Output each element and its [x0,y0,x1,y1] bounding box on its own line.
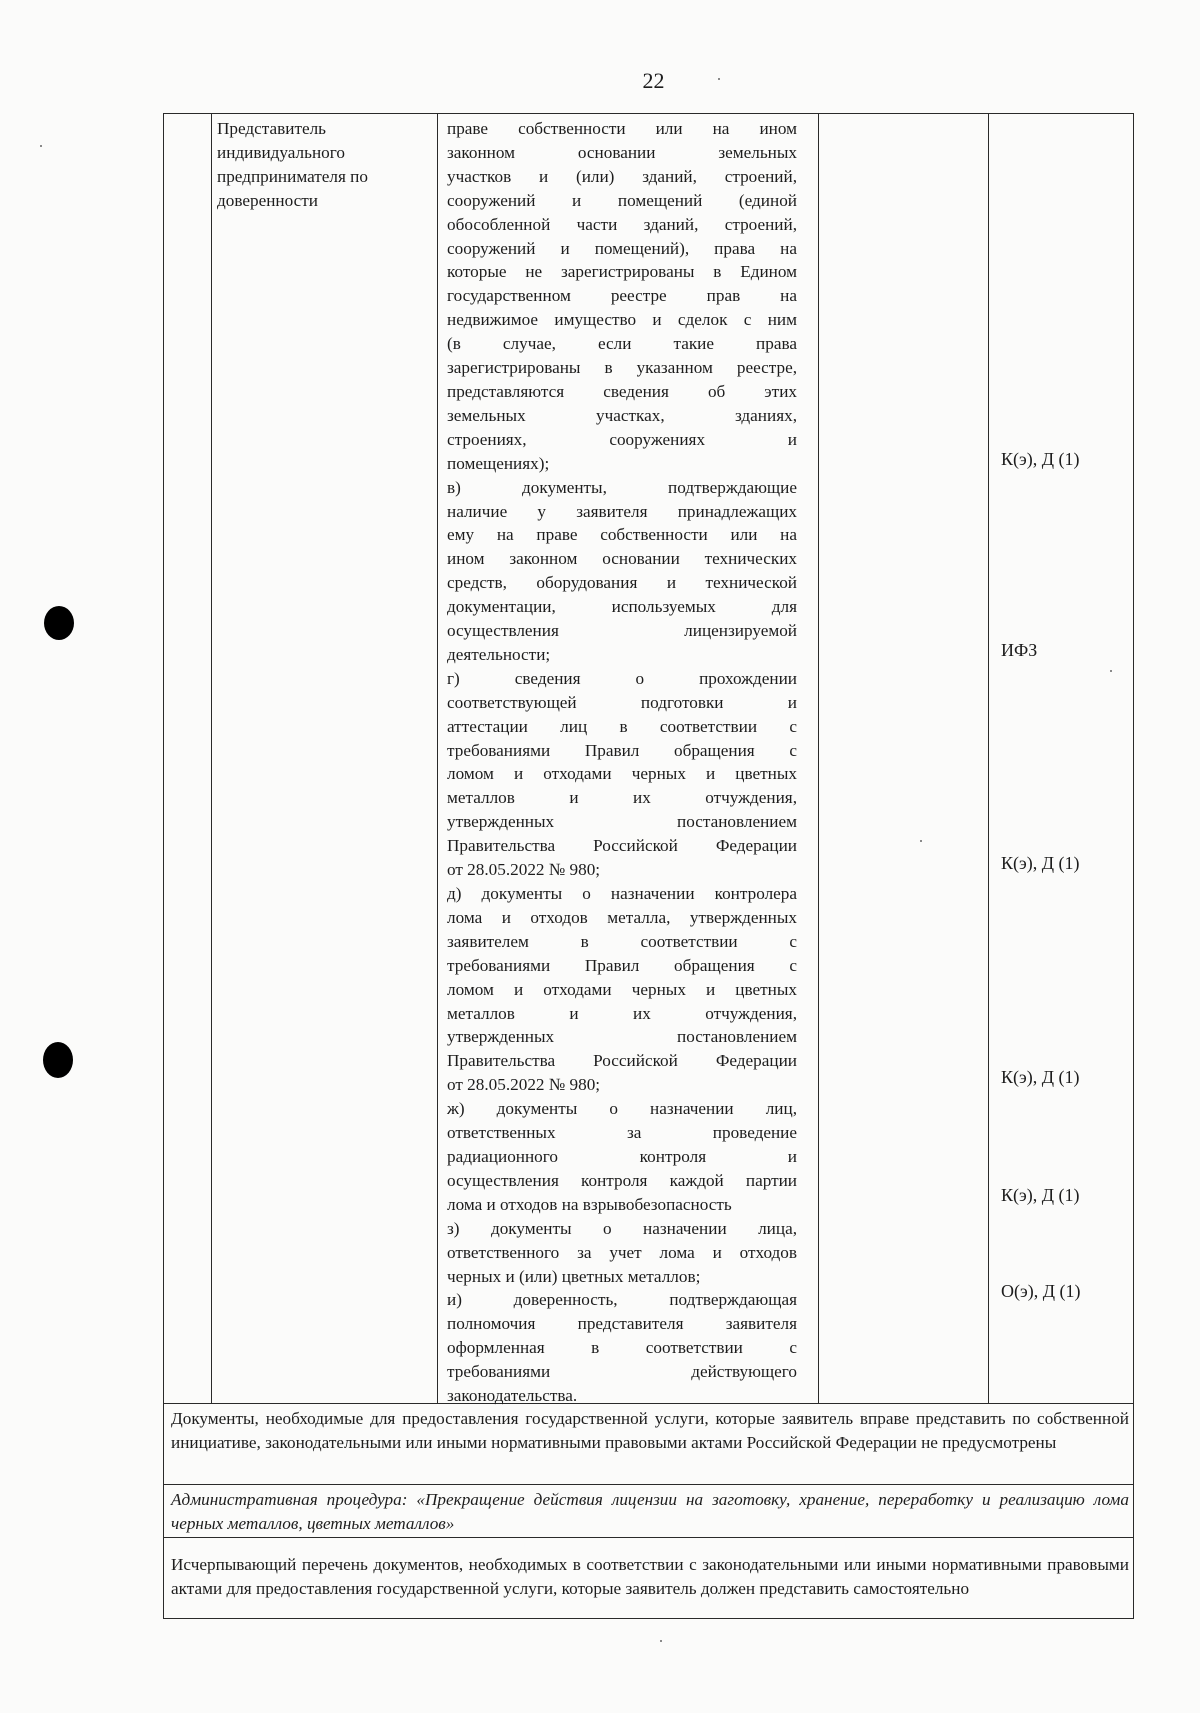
document-line: от 28.05.2022 № 980; [447,860,601,880]
punch-hole-mark [44,606,74,640]
document-code: ИФЗ [1001,640,1038,660]
column-divider [818,113,819,1403]
document-line: земельных участках, зданиях, [447,405,797,425]
scan-speck [660,1640,662,1642]
document-line: осуществления лицензируемой [447,621,797,641]
document-line: документации, используемых для [447,597,797,617]
document-line: (в случае, если такие права [447,334,797,354]
document-line: ж) документы о назначении лиц, [447,1099,797,1119]
document-line: ответственных за проведение [447,1123,797,1143]
document-line: г) сведения о прохождении [447,668,797,688]
document-list-cell [447,117,797,1408]
document-line: наличие у заявителя принадлежащих [447,501,797,521]
document-line: черных и (или) цветных металлов; [447,1266,701,1286]
document-line: Правительства Российской Федерации [447,836,797,856]
document-line: недвижимое имущество и сделок с ним [447,310,797,330]
document-line: радиационного контроля и [447,1146,797,1166]
document-line: сооружений и помещений), права на [447,238,797,258]
document-line: утвержденных постановлением [447,1027,797,1047]
procedure-title: Административная процедура: «Прекращение действия лицензии на заготовку, хранение, переработку и реализацию лома черных металлов, цветных металлов» [171,1490,1129,1533]
punch-hole-mark [43,1042,73,1078]
document-code: К(э), Д (1) [1001,1067,1080,1087]
document-line: соответствующей подготовки и [447,692,797,712]
document-line: металлов и их отчуждения, [447,788,797,808]
document-line: законном основании земельных [447,142,797,162]
optional-documents-note: Документы, необходимые для предоставления государственной услуги, которые заявитель вправе представить по собственной инициативе, законодательными или иными нормативными правовыми актами Российской Федерации не предусмотрены [171,1409,1129,1452]
document-code: К(э), Д (1) [1001,449,1080,469]
document-line: в) документы, подтверждающие [447,477,797,497]
table-border-left [163,113,164,1618]
document-code: К(э), Д (1) [1001,853,1080,873]
document-line: и) доверенность, подтверждающая [447,1290,797,1310]
document-line: Правительства Российской Федерации [447,1051,797,1071]
document-line: металлов и их отчуждения, [447,1003,797,1023]
document-line: сооружений и помещений (единой [447,190,797,210]
applicant-cell: Представитель индивидуального предпринимателя по доверенности [217,119,368,210]
table-border-bottom [163,1618,1134,1619]
scan-speck [718,78,720,80]
document-code: О(э), Д (1) [1001,1281,1081,1301]
document-line: ему на праве собственности или на [447,525,797,545]
document-line: ином законном основании технических [447,549,797,569]
document-line: утвержденных постановлением [447,812,797,832]
document-line: государственном реестре прав на [447,286,797,306]
scan-speck [40,145,42,147]
document-line: от 28.05.2022 № 980; [447,1075,601,1095]
document-line: праве собственности или на ином [447,119,797,138]
required-documents-note: Исчерпывающий перечень документов, необходимых в соответствии с законодательными или иными нормативными правовыми актами для предоставления государственной услуги, которые заявитель должен представить самостоятельно [171,1555,1129,1598]
document-line: помещениях); [447,453,550,473]
document-line: требованиями Правил обращения с [447,955,797,975]
table-border-right [1133,113,1134,1618]
row-divider [163,1484,1134,1485]
column-divider [988,113,989,1403]
document-line: полномочия представителя заявителя [447,1314,797,1334]
document-line: ответственного за учет лома и отходов [447,1242,797,1262]
column-divider [437,113,438,1403]
document-line: участков и (или) зданий, строений, [447,166,797,186]
document-line: оформленная в соответствии с [447,1338,797,1358]
document-line: строениях, сооружениях и [447,429,797,449]
document-code: К(э), Д (1) [1001,1185,1080,1205]
document-line: лома и отходов металла, утвержденных [447,907,797,927]
document-line: зарегистрированы в указанном реестре, [447,358,797,378]
document-line: ломом и отходами черных и цветных [447,979,797,999]
document-line: представляются сведения об этих [447,381,797,401]
document-line: з) документы о назначении лица, [447,1218,797,1238]
document-line: обособленной части зданий, строений, [447,214,797,234]
document-line: требованиями действующего [447,1362,797,1382]
scan-speck [920,840,922,842]
column-divider [211,113,212,1403]
document-line: аттестации лиц в соответствии с [447,716,797,736]
document-line: лома и отходов на взрывобезопасность [447,1194,732,1214]
document-line: заявителем в соответствии с [447,931,797,951]
scan-speck [1110,670,1112,672]
document-line: д) документы о назначении контролера [447,884,797,903]
row-divider [163,1537,1134,1538]
document-line: средств, оборудования и технической [447,573,797,593]
document-line: законодательства. [447,1386,578,1406]
page-number: 22 [642,68,665,93]
document-line: осуществления контроля каждой партии [447,1170,797,1190]
document-line: которые не зарегистрированы в Едином [447,262,797,282]
document-line: требованиями Правил обращения с [447,740,797,760]
document-line: ломом и отходами черных и цветных [447,764,797,784]
document-line: деятельности; [447,644,551,664]
